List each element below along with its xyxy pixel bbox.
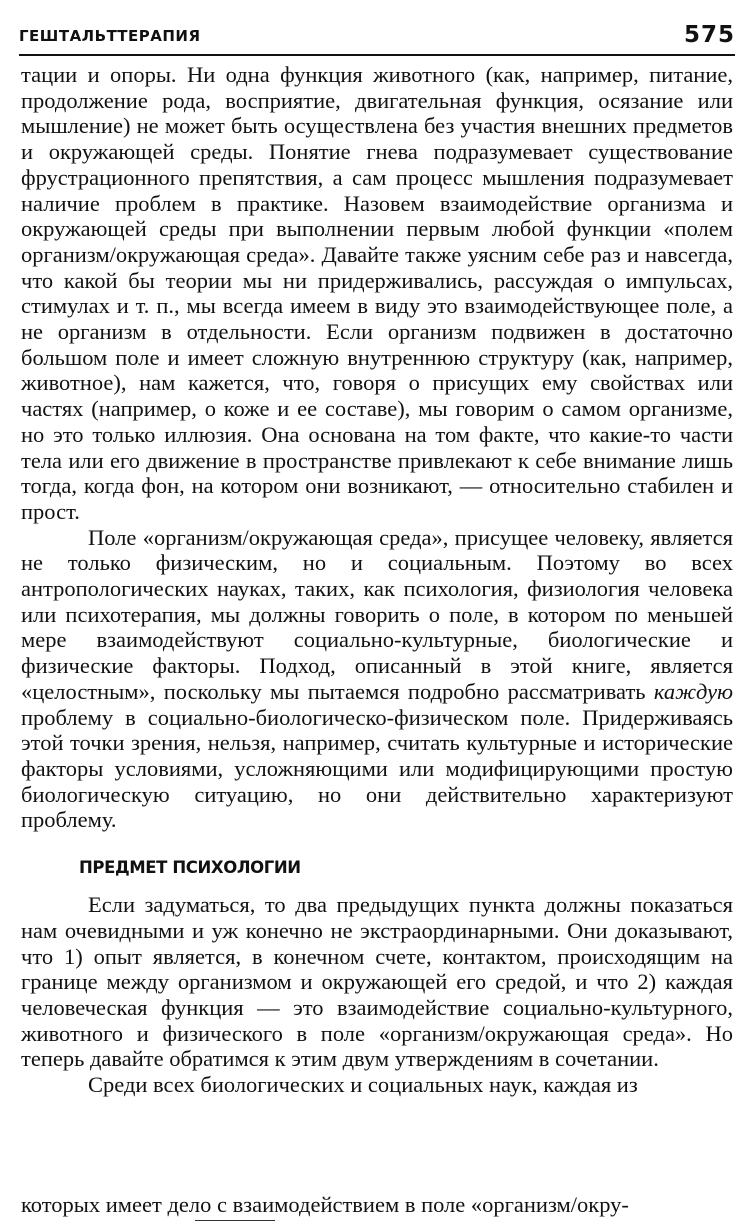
paragraph-3: Если задуматься, то два предыдущих пункта должны показаться нам очевидными и уж конечно не экстраординарными. Они доказывают, что 1) опыт является, в конечном счете, контактом, происходящим на границе между организмом и окружающей его средой, и что 2) каждая человеческая функция — это взаимодействие социально-культурного, животного и физического в поле «организм/окружающая среда». Но теперь давайте обратимся к этим двум утверждениям в сочетании. (21, 892, 733, 1072)
paragraph-4-line-1: Среди всех биологических и социальных наук, каждая из (88, 1072, 638, 1098)
running-head (19, 22, 735, 56)
paragraph-2 (21, 525, 733, 833)
paragraph-1: тации и опоры. Ни одна функция животного (как, например, питание, продолжение рода, восприятие, двигательная функция, осязание или мышление) не может быть осуществлена без участия внешних предметов и окружающей среды. Понятие гнева подразумевает существование фрустрационного препятствия, а сам процесс мышления подразумевает наличие проблем в практике. Назовем взаимодействие организма и окружающей среды при выполнении первым любой функции «полем организм/окружающая среда». Давайте также уясним себе раз и навсегда, что какой бы теории мы ни придерживались, рассуждая о импульсах, стимулах и т. п., мы всегда имеем в виду это взаимодействующее поле, а не организм в отдельности. Если организм подвижен в достаточно большом поле и имеет сложную внутреннюю структуру (как, например, животное), нам кажется, что, говоря о присущих ему свойствах или частях (например, о коже и ее составе), мы говорим о самом организме, но это только иллюзия. Она основана на том факте, что какие-то части тела или его движение в пространстве привлекают к себе внимание лишь тогда, когда фон, на котором они возникают, — относительно стабилен и прост. (21, 62, 733, 524)
paragraph-2-end: проблему в социально-биологическо-физическом поле. Придерживаясь этой точки зрения, нельзя, например, считать культурные и исторические факторы условиями, усложняющими или модифицирующими простую биологическую ситуацию, но они действительно характеризуют проблему. (21, 704, 733, 833)
paragraph-4-line-2: которых имеет дело с взаимодействием в поле «организм/окру- (21, 1192, 629, 1217)
page-number: 575 (683, 22, 735, 48)
running-title: ГЕШТАЛЬТТЕРАПИЯ (19, 27, 201, 45)
emphasis-word: каждую (653, 678, 733, 704)
section-heading: ПРЕДМЕТ ПСИХОЛОГИИ (79, 858, 301, 878)
paragraph-2-start: Поле «организм/окружающая среда», присущее человеку, является не только физическим, но и социальным. Поэтому во всех антропологических науках, таких, как психология, физиология человека или психотерапия, мы должны говорить о поле, в котором по меньшей мере взаимодействуют социально-культурные, биологические и физические факторы. Подход, описанный в этой книге, является «целостным», поскольку мы пытаемся подробно рассматривать (21, 524, 733, 704)
body-text (21, 62, 733, 1098)
footnote-rule (195, 1220, 275, 1221)
